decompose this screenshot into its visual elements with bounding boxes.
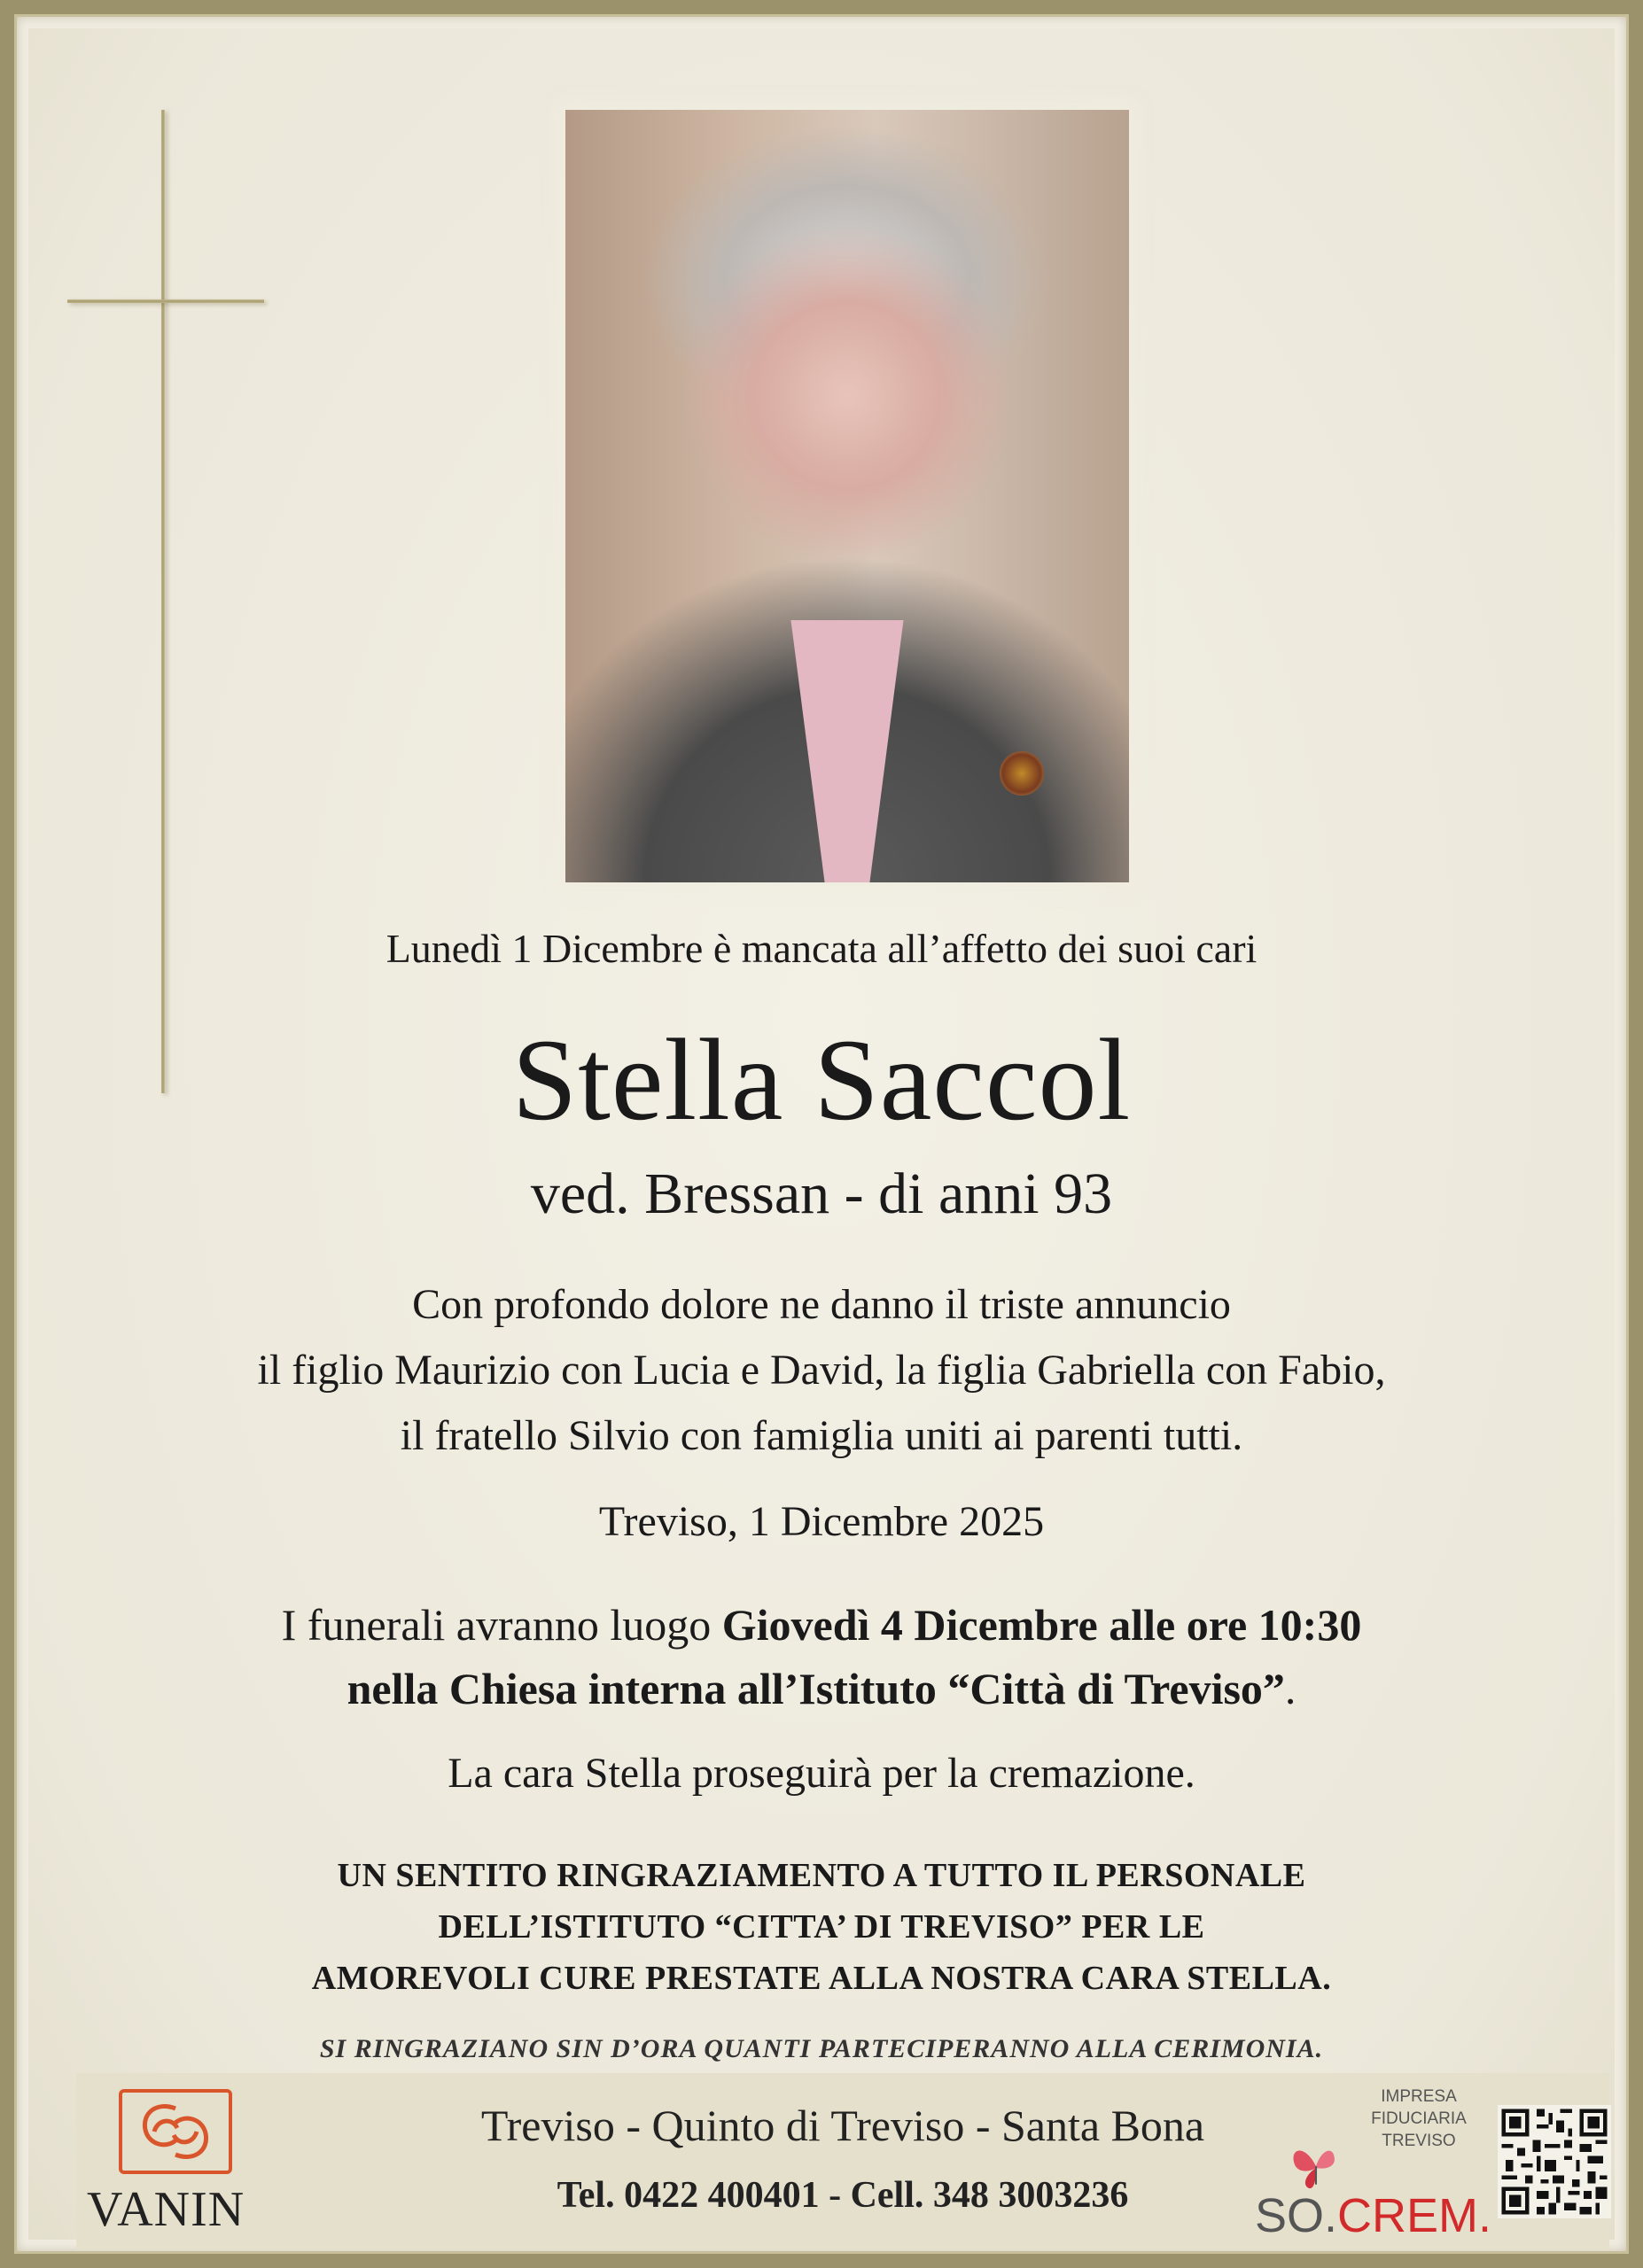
intro-line: Lunedì 1 Dicembre è mancata all’affetto dei suoi cari [385,926,1258,971]
thanks-line: AMOREVOLI CURE PRESTATE ALLA NOSTRA CARA STELLA. [311,1960,1332,1997]
socrem-impresa: IMPRESA FIDUCIARIA TREVISO [1371,2087,1467,2150]
announcement-line: il figlio Maurizio con Lucia e David, la figlia Gabriella con Fabio, [257,1347,1386,1394]
ceremony-thanks: SI RINGRAZIANO SIN D’ORA QUANTI PARTECIPERANNO ALLA CERIMONIA. [319,2034,1324,2063]
footer-phones: Tel. 0422 400401 - Cell. 348 3003236 [557,2175,1129,2216]
funeral-prefix: I funerali avranno luogo [281,1600,722,1650]
announcement-line: Con profondo dolore ne danno il triste annuncio [412,1281,1231,1328]
announcement-line: il fratello Silvio con famiglia uniti ai parenti tutti. [400,1412,1243,1459]
obituary-paper [28,28,1615,2240]
portrait-photo [565,110,1129,882]
brooch-detail [1000,751,1044,796]
deceased-subtitle: ved. Bressan - di anni 93 [530,1161,1113,1226]
funeral-info [28,1593,1615,1720]
vanin-brand: VANIN [87,2182,245,2237]
announcement-block [28,1272,1615,1469]
butterfly-icon [1289,2137,1343,2192]
thanks-line: UN SENTITO RINGRAZIAMENTO A TUTTO IL PERSONALE [337,1857,1306,1894]
qr-code-icon[interactable] [1498,2105,1611,2218]
thanks-line: DELL’ISTITUTO “CITTA’ DI TREVISO” PER LE [438,1908,1205,1946]
cremation-note: La cara Stella proseguirà per la cremazione. [448,1750,1195,1797]
socrem-brand: SO.CREM. [1255,2189,1492,2242]
footer-locations: Treviso - Quinto di Treviso - Santa Bona [480,2101,1205,2150]
thanks-block [28,1850,1615,2004]
deceased-name: Stella Saccol [511,1014,1132,1145]
funeral-home-footer [76,2073,1609,2250]
place-date: Treviso, 1 Dicembre 2025 [598,1498,1045,1545]
socrem-logo [1255,2082,1492,2250]
funeral-datetime: Giovedì 4 Dicembre alle ore 10:30 [721,1600,1362,1650]
funeral-suffix: . [1284,1664,1296,1713]
funeral-location: nella Chiesa interna all’Istituto “Città di Treviso” [347,1664,1285,1713]
